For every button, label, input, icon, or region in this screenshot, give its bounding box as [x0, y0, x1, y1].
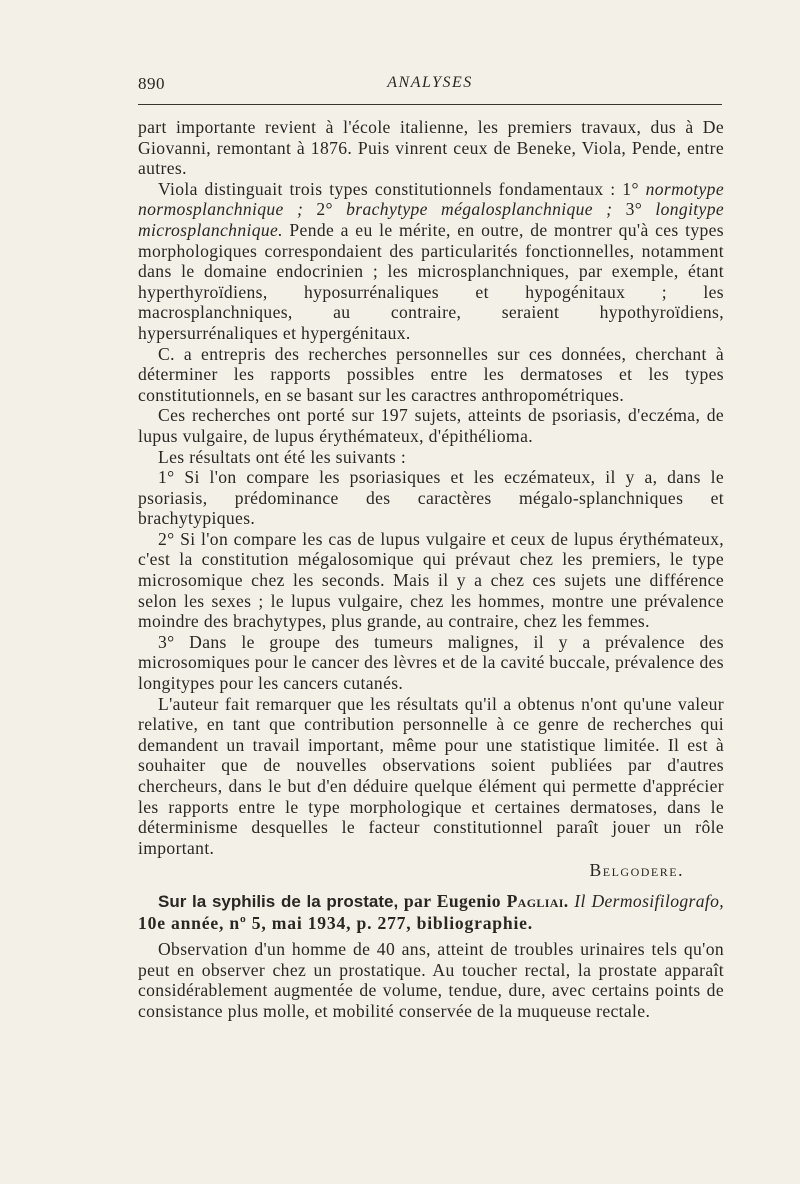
spacer	[138, 881, 724, 891]
italic-run: normotype normosplanchnique ;	[138, 178, 724, 220]
by-word: par	[398, 890, 437, 911]
paragraph: 2° Si l'on compare les cas de lupus vulgaire et ceux de lupus érythémateux, c'est la constitution mégalosomique qui prévaut chez les premiers, le type microsomique chez les seconds. Mais il y a chez ces sujets une différence selon les sexes ; le lupus vulgaire, chez les hommes, montre une prévalence moindre des brachytypes, plus grande, au contraire, chez les femmes.	[138, 528, 724, 632]
text-run: 2°	[316, 199, 347, 220]
paragraph-types	[138, 179, 724, 344]
author-first-name: Eugenio	[436, 890, 507, 911]
italic-run: brachytype mégalosplanchnique ;	[346, 199, 626, 220]
text-run: 3°	[625, 199, 656, 220]
paragraph: L'auteur fait remarquer que les résultats qu'il a obtenus n'ont qu'une valeur relative, en tant que contribution personnelle à ce genre de recherches qui demandent un travail important, même pour une statistique limitée. Il est à souhaiter que de nouvelles observations soient publiées par d'autres chercheurs, dans le but d'en déduire quelque élément qui permette d'apprécier les rapports entre le type morphologique et certaines dermatoses, dans le déterminisme desquelles le facteur constitutionnel paraît jouer un rôle important.	[138, 693, 724, 858]
paragraph: Ces recherches ont porté sur 197 sujets, atteints de psoriasis, d'eczéma, de lupus vulgaire, de lupus érythémateux, d'épithélioma.	[138, 405, 724, 446]
page-header	[138, 74, 722, 98]
paragraph: 1° Si l'on compare les psoriasiques et les eczémateux, il y a, dans le psoriasis, prédominance des caractères mégalo-splanchniques et brachytypiques.	[138, 467, 724, 529]
header-rule	[138, 104, 722, 105]
page-number: 890	[138, 74, 165, 93]
paragraph: 3° Dans le groupe des tumeurs malignes, il y a prévalence des microsomiques pour le cancer des lèvres et de la cavité buccale, prévalence des longitypes pour les cancers cutanés.	[138, 631, 724, 694]
paragraph: Les résultats ont été les suivants :	[158, 446, 407, 467]
paragraph: Observation d'un homme de 40 ans, atteint de troubles urinaires tels qu'on peut en observer chez un prostatique. Au toucher rectal, la prostate apparaît considérablement augmentée de volume, tendue, dure, avec certains points de consistance plus molle, et mobilité conservée de la muqueuse rectale.	[138, 939, 724, 1021]
body-text	[138, 117, 724, 1022]
text-run: Viola distinguait trois types constitutionnels fondamentaux : 1°	[158, 178, 646, 199]
text-run: Pende a eu le mérite, en outre, de montrer qu'à ces types morphologiques correspondaient des particularités fonctionnelles, notamment dans le domaine endocrinien ; les microsplanchniques, par exemple, étant hyperthyroïdiens, hyposurrénaliques et hypogénitaux ; les macrosplanchniques, au contraire, seraient hypothyroïdiens, hypersurrénaliques et hypergénitaux.	[138, 219, 724, 343]
paragraph: C. a entrepris des recherches personnelles sur ces données, cherchant à déterminer les rapports possibles entre les dermatoses et les types constitutionnels, en se basant sur les caractres anthropométriques.	[138, 343, 724, 405]
journal-title: Il Dermosifilografo,	[568, 890, 724, 911]
author-signature: Belgodere.	[589, 860, 684, 881]
article-title: Sur la syphilis de la prostate,	[158, 891, 399, 911]
paragraph: part importante revient à l'école italienne, les premiers travaux, dus à De Giovanni, remontant à 1876. Puis vinrent ceux de Beneke, Viola, Pende, entre autres.	[138, 117, 724, 179]
article-heading	[138, 891, 724, 933]
author-surname: Pagliai.	[506, 890, 569, 911]
running-head: ANALYSES	[387, 74, 473, 91]
italic-run: longitype microsplanchnique.	[138, 199, 725, 240]
bibliographic-reference: 10e année, nº 5, mai 1934, p. 277, bibliographie.	[138, 912, 533, 933]
